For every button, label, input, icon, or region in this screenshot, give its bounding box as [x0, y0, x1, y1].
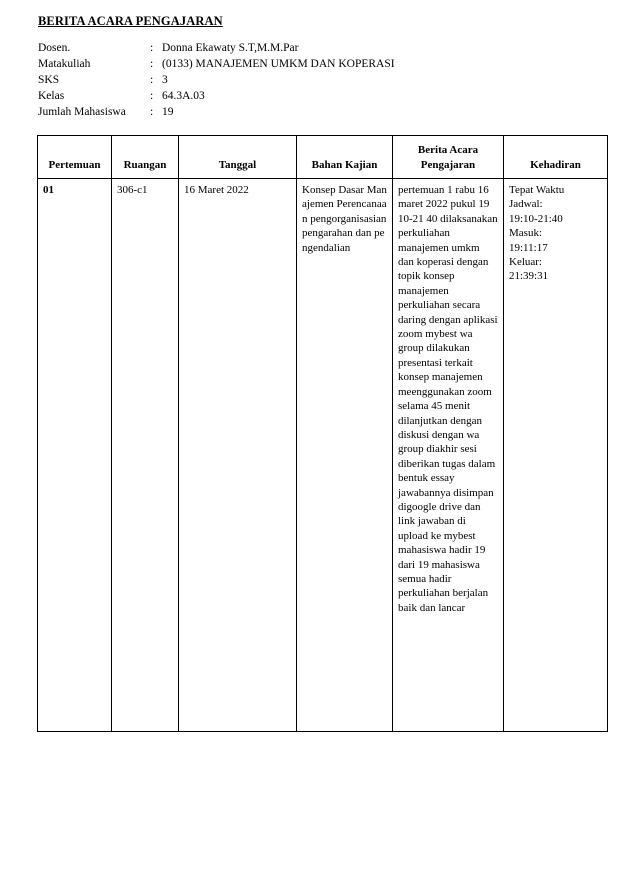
cell-bahan-kajian: Konsep Dasar Manajemen Perencanaan pengorganisasian pengarahan dan pengendalian: [297, 179, 393, 732]
info-value: 19: [162, 106, 174, 118]
info-row-matakuliah: [38, 56, 395, 72]
info-colon: :: [150, 42, 154, 54]
info-row-dosen: [38, 40, 395, 56]
kehadiran-keluar: 21:39:31: [509, 270, 549, 283]
page-title: BERITA ACARA PENGAJARAN: [38, 14, 223, 28]
info-label: Dosen.: [38, 42, 71, 54]
info-value: 64.3A.03: [162, 90, 205, 102]
cell-ruangan: 306-c1: [112, 179, 179, 732]
header-kehadiran: Kehadiran: [504, 136, 608, 179]
kehadiran-jadwal-label: Jadwal:: [509, 198, 543, 211]
info-value: 3: [162, 74, 168, 86]
kehadiran-masuk: 19:11:17: [509, 241, 548, 254]
info-row-jumlah-mahasiswa: [38, 104, 395, 120]
info-row-sks: [38, 72, 395, 88]
header-ruangan: Ruangan: [112, 136, 179, 179]
info-value: Donna Ekawaty S.T,M.M.Par: [162, 42, 299, 54]
header-tanggal: Tanggal: [179, 136, 297, 179]
info-label: SKS: [38, 74, 60, 86]
table-header-row: [38, 136, 608, 179]
course-info: [38, 40, 395, 120]
info-label: Kelas: [38, 90, 65, 102]
kehadiran-jadwal: 19:10-21:40: [509, 212, 563, 225]
info-row-kelas: [38, 88, 395, 104]
kehadiran-status: Tepat Waktu: [509, 184, 565, 196]
info-colon: :: [150, 90, 154, 102]
info-value: (0133) MANAJEMEN UMKM DAN KOPERASI: [162, 58, 395, 70]
info-colon: :: [150, 74, 154, 86]
cell-berita-acara: pertemuan 1 rabu 16 maret 2022 pukul 19 10-21 40 dilaksanakan perkuliahan manajemen umkm dan koperasi dengan topik konsep manajemen perkuliahan secara daring dengan aplikasi zoom mybest wa group dilakukan presentasi terkait konsep manajemen meenggunakan zoom selama 45 menit dilanjutkan dengan diskusi dengan wa group diakhir sesi diberikan tugas dalam bentuk essay jawabannya disimpan digoogle drive dan link jawaban di upload ke mybest mahasiswa hadir 19 dari 19 mahasiswa semua hadir perkuliahan berjalan baik dan lancar: [393, 179, 504, 732]
cell-pertemuan: 01: [38, 179, 112, 732]
header-berita-line2: Pengajaran: [420, 158, 476, 171]
teaching-record-table: [37, 135, 608, 732]
cell-kehadiran: [504, 179, 608, 732]
table-row: [38, 179, 608, 732]
info-label: Jumlah Mahasiswa: [38, 106, 126, 118]
header-berita-acara: [393, 136, 504, 179]
info-colon: :: [150, 106, 154, 118]
header-berita-line1: Berita Acara: [417, 144, 479, 157]
kehadiran-masuk-label: Masuk:: [509, 227, 542, 240]
cell-tanggal: 16 Maret 2022: [179, 179, 297, 732]
header-pertemuan: Pertemuan: [38, 136, 112, 179]
info-label: Matakuliah: [38, 58, 91, 70]
info-colon: :: [150, 58, 154, 70]
header-bahan-kajian: Bahan Kajian: [297, 136, 393, 179]
kehadiran-keluar-label: Keluar:: [509, 256, 542, 269]
